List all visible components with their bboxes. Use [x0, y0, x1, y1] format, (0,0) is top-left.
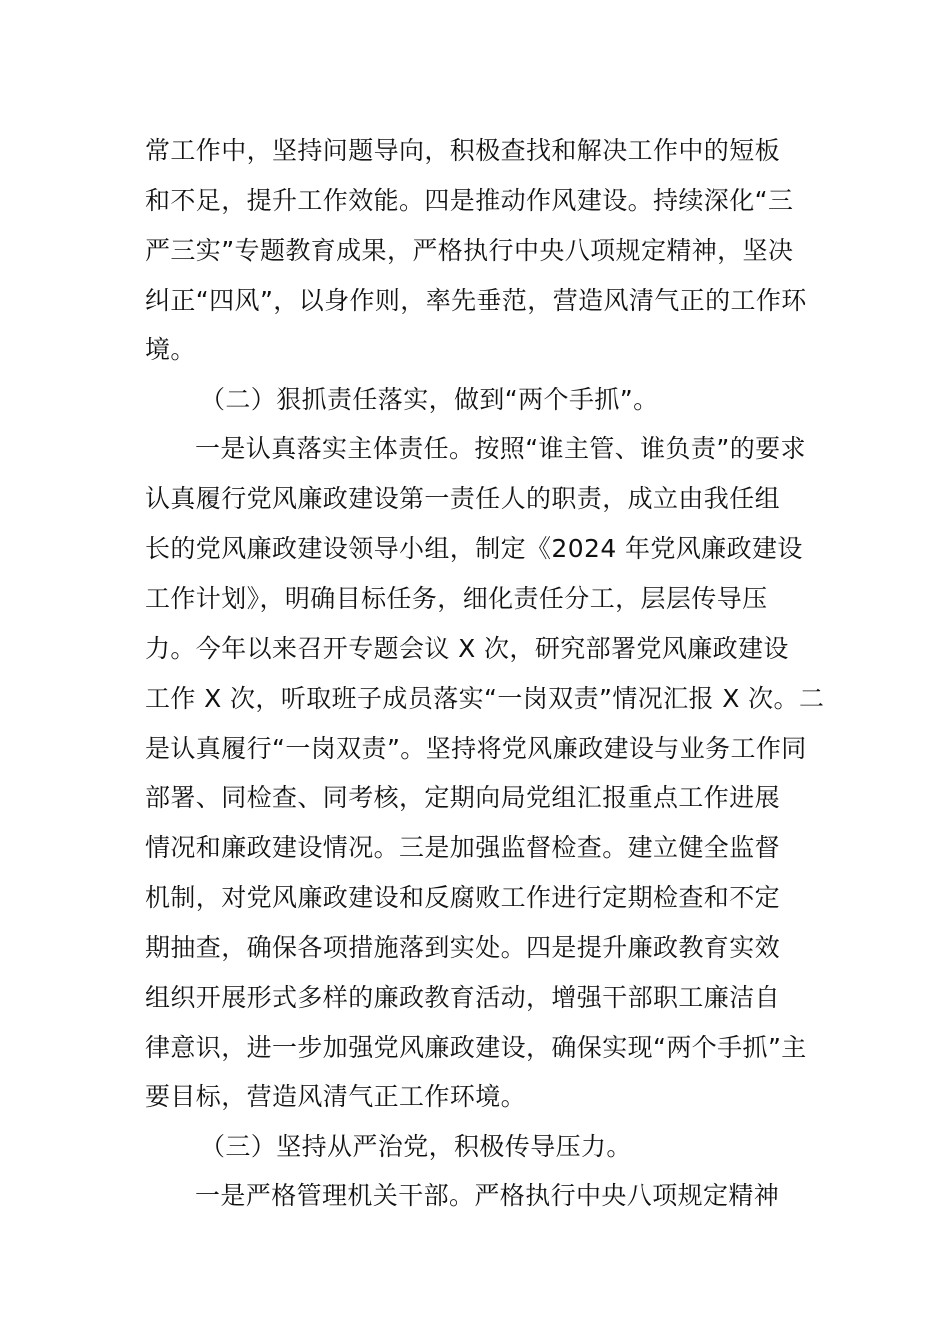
text-line: 期抽查，确保各项措施落到实处。四是提升廉政教育实效	[145, 933, 781, 962]
text-line: 认真履行党风廉政建设第一责任人的职责，成立由我任组	[145, 484, 781, 513]
text-line: 和不足，提升工作效能。四是推动作风建设。持续深化“三	[145, 186, 794, 215]
text-line: 情况和廉政建设情况。三是加强监督检查。建立健全监督	[145, 833, 781, 862]
text-line: 纠正“四风”，以身作则，率先垂范，营造风清气正的工作环	[145, 286, 807, 315]
paragraph-start: 一是严格管理机关干部。严格执行中央八项规定精神	[195, 1181, 780, 1210]
text-line: 组织开展形式多样的廉政教育活动，增强干部职工廉洁自	[145, 983, 781, 1012]
text-line: 常工作中，坚持问题导向，积极查找和解决工作中的短板	[145, 136, 781, 165]
text-line: 长的党风廉政建设领导小组，制定《2024 年党风廉政建设	[145, 534, 803, 563]
paragraph-start: 一是认真落实主体责任。按照“谁主管、谁负责”的要求	[195, 434, 806, 463]
text-line: 力。今年以来召开专题会议 X 次，研究部署党风廉政建设	[145, 634, 789, 663]
section-heading: （三）坚持从严治党，积极传导压力。	[200, 1132, 632, 1161]
text-line: 境。	[145, 335, 196, 364]
text-line: 部署、同检查、同考核，定期向局党组汇报重点工作进展	[145, 783, 781, 812]
text-line: 是认真履行“一岗双责”。坚持将党风廉政建设与业务工作同	[145, 734, 807, 763]
text-line: 要目标，营造风清气正工作环境。	[145, 1082, 527, 1111]
text-line: 律意识，进一步加强党风廉政建设，确保实现“两个手抓”主	[145, 1033, 807, 1062]
text-line: 工作 X 次，听取班子成员落实“一岗双责”情况汇报 X 次。二	[145, 684, 825, 713]
text-line: 工作计划》，明确目标任务，细化责任分工，层层传导压	[145, 584, 768, 613]
text-line: 严三实”专题教育成果，严格执行中央八项规定精神，坚决	[145, 236, 794, 265]
section-heading: （二）狠抓责任落实，做到“两个手抓”。	[200, 385, 659, 414]
text-line: 机制，对党风廉政建设和反腐败工作进行定期检查和不定	[145, 883, 781, 912]
